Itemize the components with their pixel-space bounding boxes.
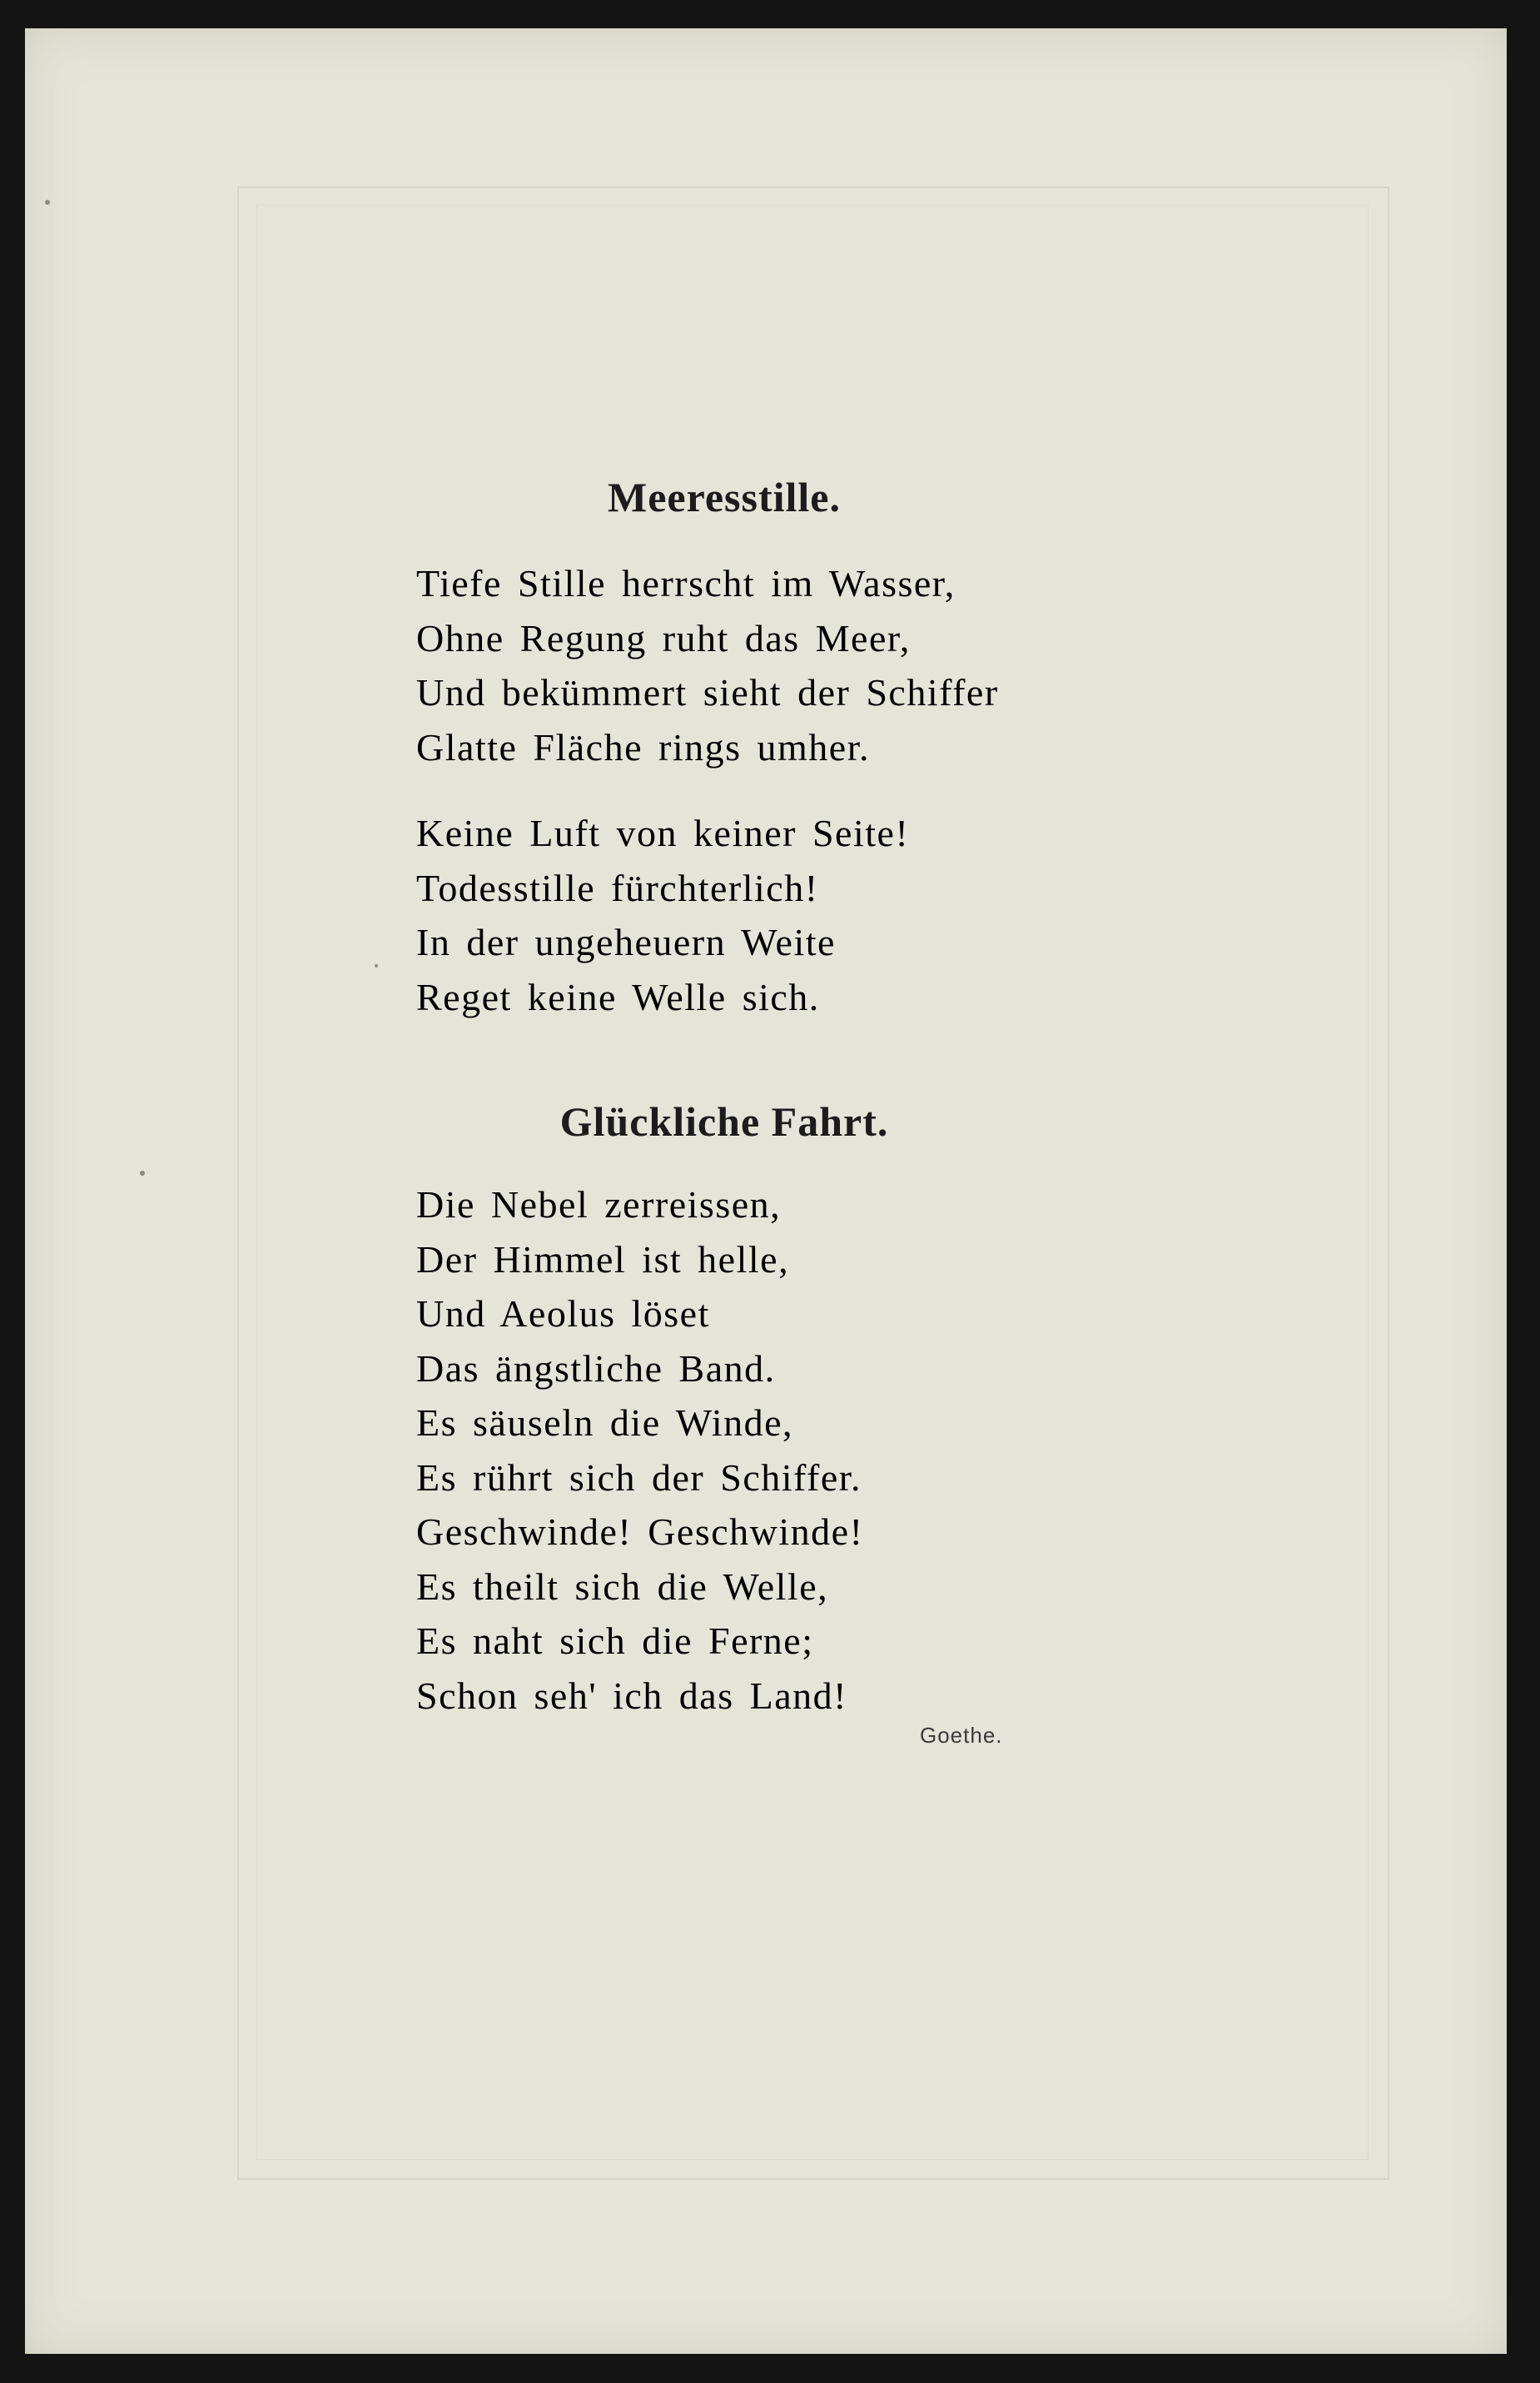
poem-line: Es theilt sich die Welle, (416, 1565, 829, 1608)
poem-line: Geschwinde! Geschwinde! (416, 1510, 864, 1553)
poem-line: Reget keine Welle sich. (416, 975, 820, 1018)
poem-line: Es naht sich die Ferne; (416, 1619, 814, 1662)
author-signature: Goethe. (920, 1723, 1003, 1748)
poem-line: Schon seh' ich das Land! (416, 1674, 847, 1717)
poem-line: Es rührt sich der Schiffer. (416, 1455, 862, 1499)
poem-line: Todesstille fürchterlich! (416, 866, 819, 909)
stanza-2 (416, 806, 909, 1024)
poem-line: In der ungeheuern Weite (416, 921, 836, 963)
stanza-3 (416, 1177, 863, 1723)
poem-line: Das ängstliche Band. (416, 1346, 776, 1390)
poem-line: Und bekümmert sieht der Schiffer (416, 671, 999, 714)
paper-speck (45, 200, 50, 205)
poem-line: Der Himmel ist helle, (416, 1237, 790, 1281)
paper-speck (140, 1171, 145, 1176)
poem-line: Die Nebel zerreissen, (416, 1183, 782, 1226)
poem-line: Ohne Regung ruht das Meer, (416, 616, 911, 659)
poem-title-glueckliche-fahrt: Glückliche Fahrt. (559, 1098, 889, 1145)
poem-line: Glatte Fläche rings umher. (416, 725, 870, 769)
stanza-1 (416, 556, 999, 774)
poem-line: Und Aeolus löset (416, 1292, 710, 1335)
poem-title-meeresstille: Meeresstille. (608, 474, 841, 520)
poem-line: Tiefe Stille herrscht im Wasser, (416, 562, 956, 604)
paper-speck (375, 964, 378, 968)
poem-line: Es säuseln die Winde, (416, 1401, 794, 1444)
poem-line: Keine Luft von keiner Seite! (416, 812, 910, 854)
